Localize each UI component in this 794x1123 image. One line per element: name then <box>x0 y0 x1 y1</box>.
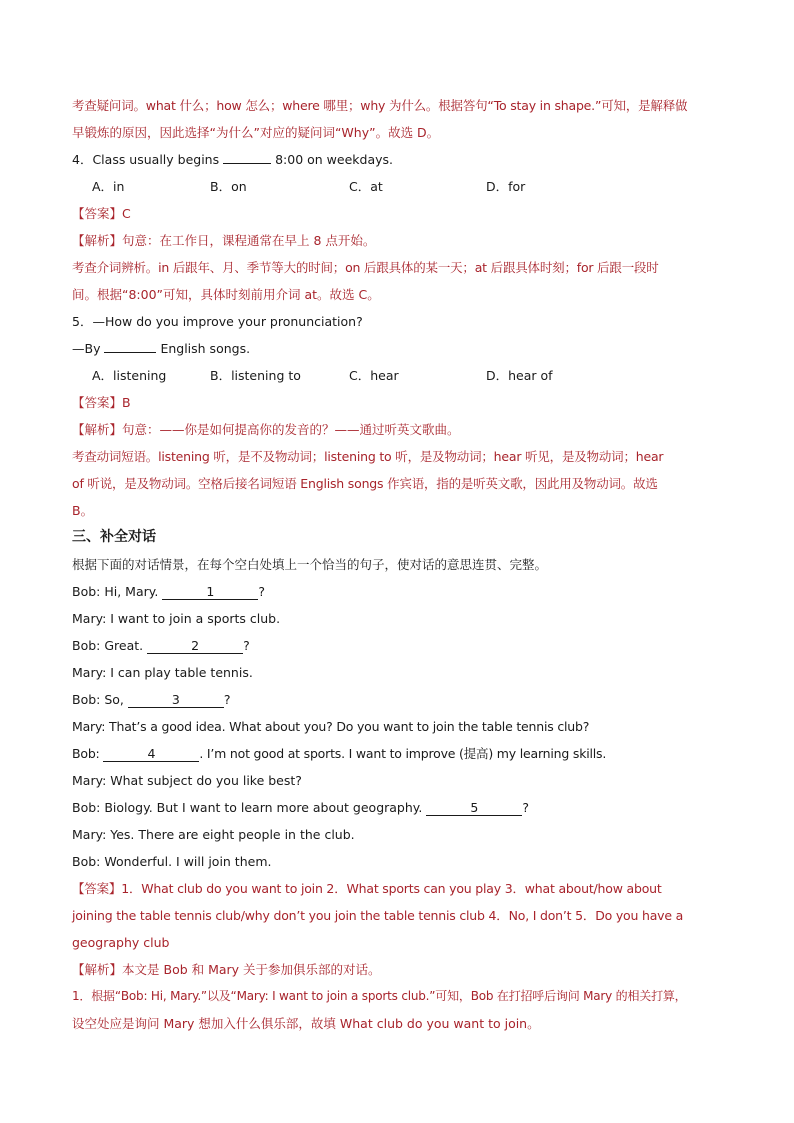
answer-label: 【答案】 <box>72 206 123 221</box>
question-5-stem: 5．—How do you improve your pronunciation? <box>72 314 363 329</box>
question-4-stem: 4．Class usually begins 8:00 on weekdays. <box>72 146 732 173</box>
analysis-line: 【解析】句意：在工作日，课程通常在早上 8 点开始。 <box>72 233 376 248</box>
option-a: A．listening <box>92 368 167 383</box>
analysis-text: 间。根据“8:00”可知，具体时刻前用介词 at。故选 C。 <box>72 287 380 302</box>
dialogue-line: Bob: So, 3 ? <box>72 692 231 707</box>
analysis-text: 设空处应是询问 Mary 想加入什么俱乐部，故填 What club do you want to join。 <box>72 1016 540 1031</box>
dialogue-blank: 5 <box>426 800 522 816</box>
option-d: D．hear of <box>486 368 553 383</box>
analysis-text: 1．根据“Bob: Hi, Mary.”以及“Mary: I want to join a sports club.”可知，Bob 在打招呼后询问 Mary 的相关打算， <box>72 989 687 1003</box>
question-4-options <box>72 173 732 200</box>
dialogue <box>72 578 732 875</box>
answer-line <box>72 389 732 416</box>
analysis-label: 【解析】 <box>72 422 123 437</box>
dialogue-line: Bob: Biology. But I want to learn more about geography. 5 ? <box>72 800 529 815</box>
analysis-label: 【解析】 <box>72 233 123 248</box>
dialogue-line: Mary: I can play table tennis. <box>72 665 253 680</box>
option-c: C．at <box>349 179 383 194</box>
answer-line <box>72 200 732 227</box>
question-5-stem-2: —By English songs. <box>72 335 732 362</box>
dialogue-blank: 4 <box>103 746 199 762</box>
document-page <box>72 92 732 1037</box>
dialogue-line: Bob: Great. 2 ? <box>72 638 250 653</box>
question-number: 5． <box>72 314 93 329</box>
analysis-text: B。 <box>72 503 94 518</box>
dialogue-blank: 1 <box>162 584 258 600</box>
dialogue-line: Mary: Yes. There are eight people in the club. <box>72 827 355 842</box>
section-title: 三、补全对话 <box>72 529 156 545</box>
question-5-options <box>72 362 732 389</box>
answer-text: geography club <box>72 935 170 950</box>
option-b: B．listening to <box>210 368 301 383</box>
fill-blank <box>223 148 271 164</box>
analysis-text: 考查介词辨析。in 后跟年、月、季节等大的时间；on 后跟具体的某一天；at 后跟具体时刻；for 后跟一段时 <box>72 260 659 275</box>
dialogue-line: Bob: Wonderful. I will join them. <box>72 854 272 869</box>
analysis-text: 考查疑问词。what 什么；how 怎么；where 哪里；why 为什么。根据答句“To stay in shape.”可知，是解释做 <box>72 98 688 113</box>
analysis-label: 【解析】 <box>72 962 123 977</box>
dialogue-line: Bob: Hi, Mary. 1 ? <box>72 584 265 599</box>
option-c: C．hear <box>349 368 399 383</box>
answer-value: C <box>122 206 131 221</box>
fill-blank <box>104 337 156 353</box>
answer-label: 【答案】 <box>72 881 122 896</box>
answer-line: 【答案】1．What club do you want to join 2．What sports can you play 3．what about/how about <box>72 881 662 896</box>
dialogue-blank: 2 <box>147 638 243 654</box>
section-instruction: 根据下面的对话情景，在每个空白处填上一个恰当的句子，使对话的意思连贯、完整。 <box>72 557 548 572</box>
answer-label: 【答案】 <box>72 395 123 410</box>
analysis-text: of 听说，是及物动词。空格后接名词短语 English songs 作宾语，指的是听英文歌，因此用及物动词。故选 <box>72 476 658 491</box>
dialogue-line: Mary: What subject do you like best? <box>72 773 302 788</box>
dialogue-blank: 3 <box>128 692 224 708</box>
analysis-line: 【解析】句意：——你是如何提高你的发音的？——通过听英文歌曲。 <box>72 422 460 437</box>
dialogue-line: Mary: That’s a good idea. What about you? Do you want to join the table tennis club? <box>72 719 590 734</box>
dialogue-line: Bob: 4 . I’m not good at sports. I want to improve (提高) my learning skills. <box>72 746 607 761</box>
analysis-line: 【解析】本文是 Bob 和 Mary 关于参加俱乐部的对话。 <box>72 962 381 977</box>
option-a: A．in <box>92 179 125 194</box>
answer-value: B <box>122 395 131 410</box>
question-number: 4． <box>72 152 93 167</box>
option-d: D．for <box>486 179 526 194</box>
analysis-text: 早锻炼的原因，因此选择“为什么”对应的疑问词“Why”。故选 D。 <box>72 125 440 140</box>
option-b: B．on <box>210 179 247 194</box>
dialogue-line: Mary: I want to join a sports club. <box>72 611 281 626</box>
answer-text: joining the table tennis club/why don’t you join the table tennis club 4．No, I don’t 5．Do you have a <box>72 908 684 923</box>
analysis-text: 考查动词短语。listening 听，是不及物动词；listening to 听，是及物动词；hear 听见，是及物动词；hear <box>72 449 664 464</box>
